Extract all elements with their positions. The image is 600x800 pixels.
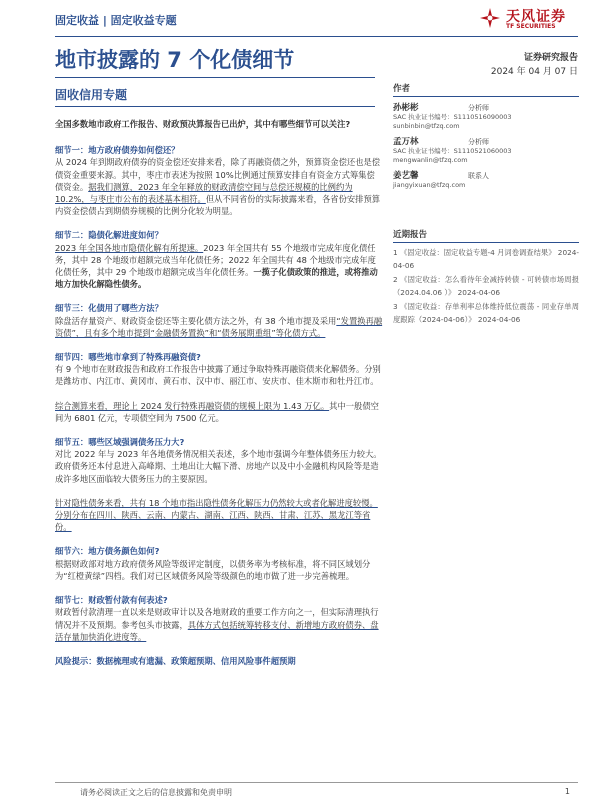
section-1-text-2: 但从不同省份的实际披露来看，各省份安排预算内资金偿债占到期债券规模的比例分化较为明显。: [55, 194, 381, 217]
section-7-title: 细节七：财政暂付款有何表述?: [55, 595, 168, 606]
section-7-text: 财政暂付款清理一直以来是财政审计以及各地财政的重要工作方向之一，但实际清理执行情况并不及预期。参考包头市披露，: [55, 607, 379, 630]
title-divider: [55, 77, 375, 78]
section-2-bold: 一揽子化债政策的推进，或将推动地方加快化解隐性债务。: [55, 267, 378, 290]
section-4-highlight: 综合测算来看，理论上 2024 发行特殊再融资债的规模上限为 1.43 万亿。: [55, 400, 330, 411]
section-2-title: 细节二：隐债化解进度如何？: [55, 230, 163, 241]
recent-reports-panel: [393, 228, 579, 328]
section-2: [55, 229, 383, 290]
author-1: [393, 101, 579, 131]
section-3: [55, 302, 383, 339]
recent-report-item[interactable]: 1 《固定收益：固定收益专题-4 月词卷调查结果》 2024-04-06: [393, 248, 580, 270]
section-3-text: 除盘活存量资产、财政资金偿还等主要化债方法之外，有 38 个地市提及采用: [55, 315, 337, 326]
section-5-text: 对比 2022 年与 2023 年各地债务情况相关表述，多个地市强调今年整体债务压力较大。政府债务还本付息进入高峰期、土地出让大幅下滑、房地产以及中小金融机构风险等是造成许多地区面临较大债务压力的主要原因。: [55, 449, 382, 484]
author-email[interactable]: jiangyixuan@tfzq.com: [393, 181, 466, 189]
section-5: [55, 436, 383, 533]
author-name: 姜艺馨: [393, 171, 419, 181]
section-5-highlight: 针对隐性债务来看，共有 18 个地市指出隐性债务化解压力仍然较大或者化解进度较慢。: [55, 497, 378, 508]
section-1-text: 从 2024 年到期政府债券的资金偿还安排来看，除了再融资债之外，预算资金偿还也是偿债资金重要来源。其中，枣庄市表述为按照 10%比例通过预算安排自有资金方式筹集偿债资金。: [55, 157, 381, 192]
section-6-text: 根据财政部对地方政府债务风险等级评定制度，以债务率为考核标准，将不同区域划分为“红橙黄绿”四档。我们对已区域债务风险等级颜色的地市做了进一步完善梳理。: [55, 558, 371, 581]
section-4-title: 细节四：哪些地市拿到了特殊再融资债?: [55, 352, 201, 363]
risk-warning: 风险提示：数据梳理或有遗漏、政策超预期、信用风险事件超预期: [55, 655, 296, 666]
main-content: [55, 118, 383, 667]
author-2: [393, 135, 579, 165]
recent-reports-heading: 近期报告: [393, 228, 579, 243]
section-1: [55, 144, 383, 217]
author-email[interactable]: sunbinbin@tfzq.com: [393, 122, 460, 130]
author-cert: SAC 执业证书编号：S1110521060003: [393, 147, 512, 155]
logo-text-cn: 天风证券: [506, 9, 566, 25]
report-date: 2024 年 04 月 07 日: [490, 67, 578, 77]
section-3-title: 细节三：化债用了哪些方法？: [55, 303, 163, 314]
page-title: 地市披露的 7 个化债细节: [55, 48, 295, 72]
author-cert: SAC 执业证书编号：S1110516090003: [393, 113, 512, 121]
footer-divider: [55, 782, 578, 783]
section-5-title: 细节五：哪些区域强调债务压力大?: [55, 437, 185, 448]
author-panel: [393, 82, 579, 190]
logo-mark-icon: [478, 6, 502, 30]
section-4-text: 有 9 个地市在财政报告和政府工作报告中披露了通过争取特殊再融资债来化解债务。分别是潍坊市、内江市、黄冈市、黄石市、汉中市、丽江市、安庆市、佳木斯市和牡丹江市。: [55, 364, 381, 387]
section-4-text-2: 其中一般债空间为 6801 亿元，专项债空间为 7500 亿元。: [55, 400, 379, 423]
recent-report-item[interactable]: 2 《固定收益：怎么看待年金减持转债 - 可转债市场周报（2024.04.06 ）》 2024-04-06: [393, 275, 579, 297]
author-role: 分析师: [468, 104, 489, 112]
section-1-highlight: 据我们测算，2023 年全年释放的财政清偿空间与总偿还规模的比例约为 10.2%，与枣庄市公布的表述基本相符。: [55, 181, 353, 205]
company-logo: [478, 4, 578, 32]
section-subtitle: 固收信用专题: [55, 88, 128, 102]
authors-heading: 作者: [393, 82, 579, 97]
author-role: 分析师: [468, 138, 489, 146]
author-3: [393, 169, 579, 190]
page-number: 1: [564, 787, 570, 796]
section-7-highlight: 具体方式包括统筹转移支付、新增地方政府债券、盘活存量加快消化进度等。: [55, 619, 379, 642]
logo-text-en: TF SECURITIES: [506, 23, 556, 30]
section-2-highlight: 2023 年全国各地市隐债化解有所提速。: [55, 242, 204, 253]
section-4: [55, 351, 383, 424]
recent-report-item[interactable]: 3 《固定收益：存单利率总体维持低位震荡 - 同业存单周度跟踪（2024-04-06）》 2024-04-06: [393, 302, 579, 324]
author-name: 孙彬彬: [393, 103, 419, 113]
report-type: 证券研究报告: [523, 53, 578, 63]
report-category: 固定收益 | 固定收益专题: [55, 14, 177, 27]
lead-question: 全国多数地市政府工作报告、财政预决算报告已出炉，其中有哪些细节可以关注?: [55, 119, 351, 129]
author-role: 联系人: [468, 172, 489, 180]
section-7: [55, 594, 383, 643]
section-6-title: 细节六：地方债务颜色如何?: [55, 546, 160, 557]
header-divider: [55, 36, 578, 37]
section-6: [55, 545, 383, 582]
section-1-title: 细节一：地方政府债券如何偿还？: [55, 145, 180, 156]
subtitle-divider: [55, 106, 375, 107]
footer-disclaimer: 请务必阅读正文之后的信息披露和免责申明: [80, 788, 232, 797]
author-name: 孟万林: [393, 137, 419, 147]
author-email[interactable]: mengwanlin@tfzq.com: [393, 156, 468, 164]
section-3-highlight: “发置换再融资债”，且有多个地市提到“金融债务置换”和“债务展期重组”等化债方式。: [55, 315, 383, 338]
section-5-text-2: 分别分布在四川、陕西、云南、内蒙古、湖南、江西、陕西、甘肃、江苏、黑龙江等省份。: [55, 510, 371, 533]
section-2-text: 2023 年全国共有 55 个地级市完成年度化债任务，其中 28 个地级市超额完成当年化债任务；2022 年全国共有 48 个地级市完成年度化债任务，其中 29 个地级市超额完成当年化债任务。: [55, 242, 376, 278]
